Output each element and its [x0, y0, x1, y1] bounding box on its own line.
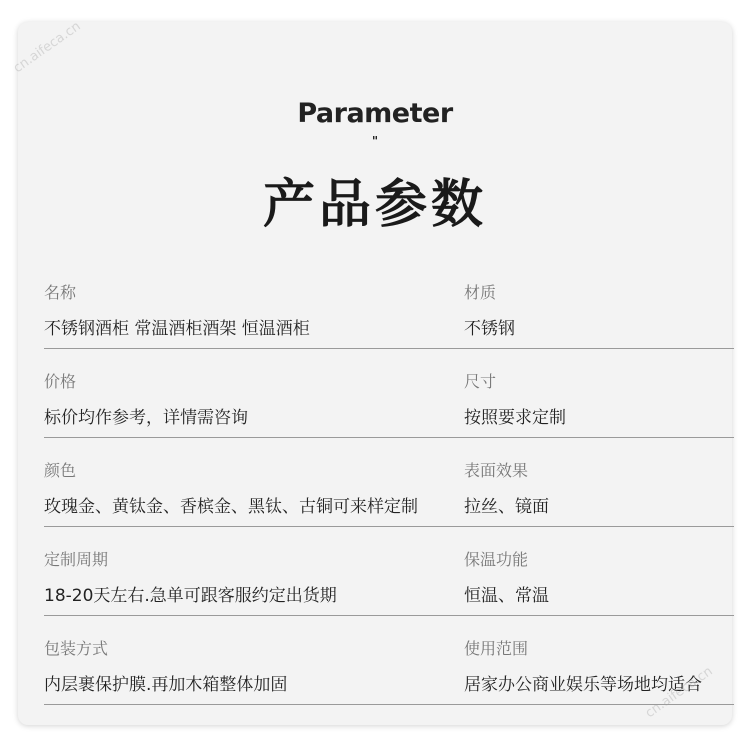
- param-label: 包装方式: [44, 639, 109, 658]
- param-value: 按照要求定制: [464, 408, 566, 428]
- param-value: 居家办公商业娱乐等场地均适合: [464, 675, 702, 695]
- param-label: 保温功能: [464, 550, 529, 569]
- param-label: 表面效果: [464, 461, 529, 480]
- param-label: 名称: [44, 283, 77, 302]
- watermark: cn.aifeca.cn: [10, 18, 84, 77]
- param-value: 18-20天左右.急单可跟客服约定出货期: [44, 586, 337, 606]
- param-row: [44, 349, 734, 438]
- quote-mark-icon: ": [371, 134, 379, 148]
- param-row: [44, 616, 734, 705]
- param-label: 材质: [464, 283, 497, 302]
- param-value: 恒温、常温: [464, 586, 549, 606]
- param-row: [44, 527, 734, 616]
- param-value: 玫瑰金、黄钛金、香槟金、黑钛、古铜可来样定制: [44, 497, 418, 517]
- param-label: 颜色: [44, 461, 77, 480]
- param-value: 标价均作参考，详情需咨询: [44, 408, 248, 428]
- param-row: [44, 260, 734, 349]
- param-row: [44, 438, 734, 527]
- param-label: 价格: [44, 372, 77, 391]
- parameter-table: [44, 260, 734, 705]
- chinese-title: 产品参数: [262, 175, 487, 235]
- watermark: cn.aifeca.cn: [642, 663, 716, 722]
- param-value: 不锈钢酒柜 常温酒柜酒架 恒温酒柜: [44, 319, 310, 339]
- english-title: Parameter: [297, 98, 453, 129]
- param-label: 定制周期: [44, 550, 109, 569]
- param-value: 内层裹保护膜.再加木箱整体加固: [44, 675, 288, 695]
- param-label: 尺寸: [464, 372, 497, 391]
- param-value: 不锈钢: [464, 319, 515, 339]
- parameter-card: [18, 22, 732, 725]
- param-label: 使用范围: [464, 639, 529, 658]
- param-value: 拉丝、镜面: [464, 497, 549, 517]
